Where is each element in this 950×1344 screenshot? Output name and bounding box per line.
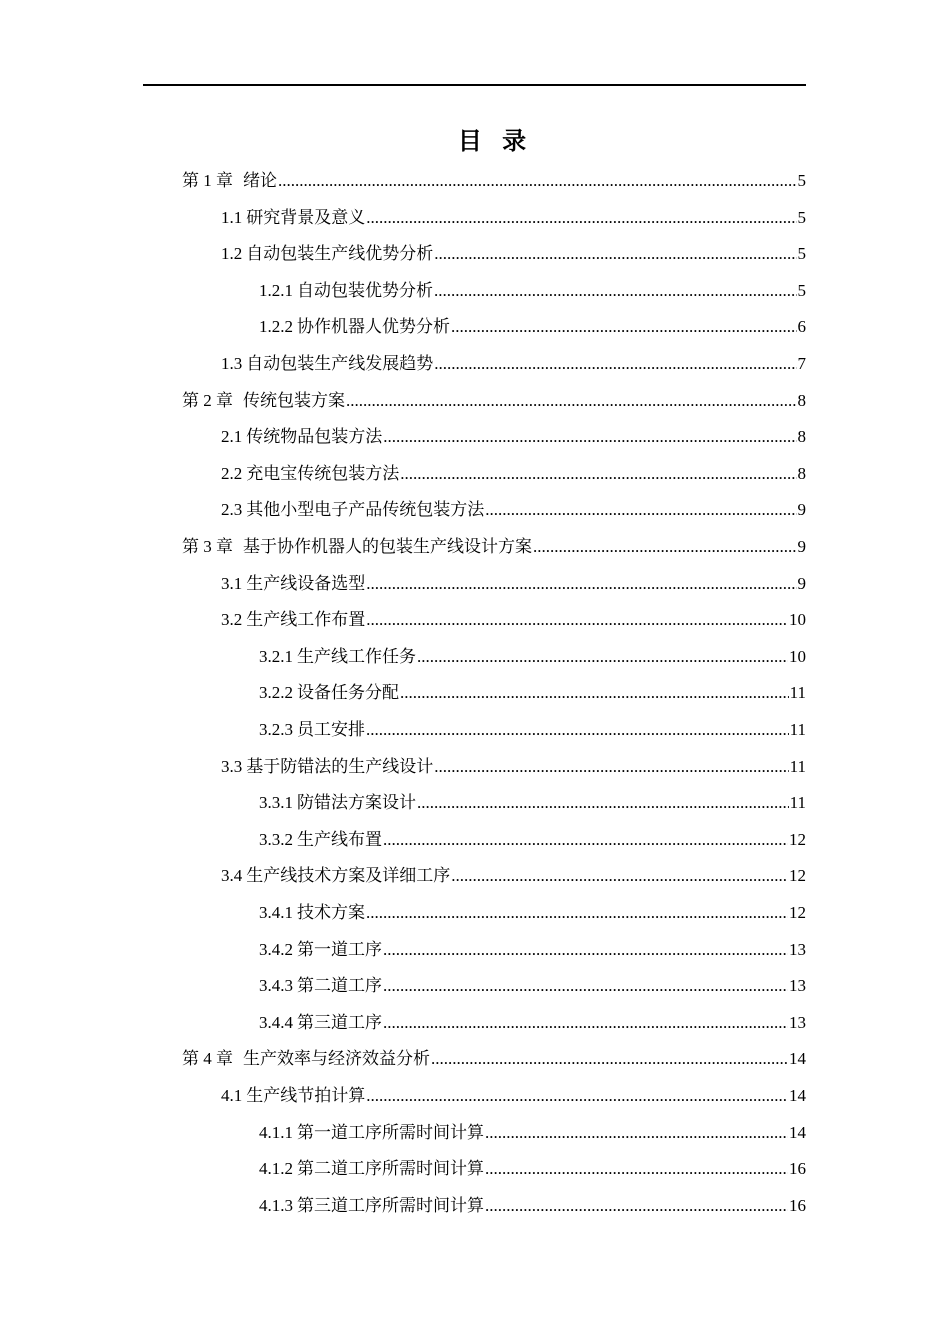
dot-leader — [417, 643, 788, 671]
dot-leader — [485, 496, 796, 524]
toc-entry-title: 研究背景及意义 — [246, 208, 366, 227]
toc-entry-page-number: 12 — [789, 830, 806, 849]
toc-entry-number: 2.1 — [221, 427, 243, 446]
toc-entry-title: 第三道工序所需时间计算 — [297, 1196, 484, 1215]
dot-leader — [366, 716, 789, 744]
toc-entry-title: 生产线工作任务 — [297, 647, 416, 666]
toc-entry-number: 3.4 — [221, 866, 243, 885]
toc-entry-page-number: 14 — [789, 1049, 806, 1068]
toc-entry-page-number: 10 — [789, 647, 806, 666]
toc-entry[interactable] — [259, 789, 806, 817]
page-title: 目 录 — [457, 127, 533, 155]
toc-entry-number: 3.3.1 — [259, 793, 293, 812]
toc-entry[interactable] — [259, 716, 806, 744]
toc-entry-number: 1.2 — [221, 244, 243, 263]
toc-entry-title: 绪论 — [243, 171, 277, 190]
toc-entry[interactable] — [221, 240, 806, 268]
toc-entry-number: 3.3 — [221, 757, 243, 776]
toc-entry-number: 1.2.2 — [259, 317, 293, 336]
toc-entry-title: 充电宝传统包装方法 — [246, 464, 400, 483]
toc-entry[interactable] — [221, 753, 806, 781]
toc-entry-title: 生产线工作布置 — [246, 610, 366, 629]
toc-entry[interactable] — [259, 1119, 806, 1147]
dot-leader — [451, 862, 788, 890]
toc-entry-page-number: 12 — [789, 903, 806, 922]
toc-entry-title: 技术方案 — [297, 903, 365, 922]
toc-entry[interactable] — [221, 862, 806, 890]
dot-leader — [400, 679, 789, 707]
dot-leader — [400, 460, 796, 488]
dot-leader — [383, 423, 796, 451]
toc-entry-number: 1.2.1 — [259, 281, 293, 300]
toc-entry-number: 3.3.2 — [259, 830, 293, 849]
toc-entry[interactable] — [259, 1009, 806, 1037]
toc-entry[interactable] — [182, 533, 806, 561]
toc-entry-page-number: 12 — [789, 866, 806, 885]
toc-entry-title: 第二道工序所需时间计算 — [297, 1159, 484, 1178]
dot-leader — [434, 240, 796, 268]
toc-entry-number: 3.2.1 — [259, 647, 293, 666]
toc-entry-number: 3.2.3 — [259, 720, 293, 739]
toc-entry-number: 4.1.2 — [259, 1159, 293, 1178]
header-rule — [143, 84, 806, 86]
dot-leader — [485, 1192, 788, 1220]
toc-entry-number: 第 1 章 — [182, 171, 233, 190]
dot-leader — [366, 606, 788, 634]
toc-entry-title: 基于防错法的生产线设计 — [246, 757, 434, 776]
toc-entry[interactable] — [182, 167, 806, 195]
dot-leader — [417, 789, 789, 817]
toc-entry[interactable] — [259, 313, 806, 341]
toc-entry-number: 1.1 — [221, 208, 243, 227]
toc-entry-page-number: 5 — [797, 244, 806, 263]
dot-leader — [485, 1119, 788, 1147]
dot-leader — [383, 972, 788, 1000]
toc-entry-title: 防错法方案设计 — [297, 793, 416, 812]
toc-entry[interactable] — [221, 496, 806, 524]
toc-entry-page-number: 9 — [797, 500, 806, 519]
toc-entry[interactable] — [259, 1192, 806, 1220]
toc-entry-page-number: 13 — [789, 976, 806, 995]
toc-entry-page-number: 8 — [797, 427, 806, 446]
toc-entry-number: 3.2.2 — [259, 683, 293, 702]
toc-entry-page-number: 11 — [789, 793, 806, 812]
toc-entry-title: 自动包装生产线发展趋势 — [246, 354, 434, 373]
toc-entry[interactable] — [221, 350, 806, 378]
toc-entry[interactable] — [259, 936, 806, 964]
toc-entry-page-number: 11 — [789, 683, 806, 702]
toc-entry-number: 3.4.3 — [259, 976, 293, 995]
toc-entry-title: 其他小型电子产品传统包装方法 — [246, 500, 485, 519]
toc-entry-title: 自动包装生产线优势分析 — [246, 244, 434, 263]
dot-leader — [366, 1082, 788, 1110]
toc-entry-page-number: 5 — [797, 171, 806, 190]
toc-entry[interactable] — [221, 423, 806, 451]
toc-entry-number: 3.4.1 — [259, 903, 293, 922]
toc-entry[interactable] — [259, 643, 806, 671]
toc-entry-number: 第 2 章 — [182, 391, 233, 410]
toc-entry-title: 员工安排 — [297, 720, 365, 739]
toc-entry-page-number: 13 — [789, 940, 806, 959]
toc-entry-title: 生产线布置 — [297, 830, 382, 849]
toc-entry-number: 1.3 — [221, 354, 243, 373]
toc-entry-title: 设备任务分配 — [297, 683, 399, 702]
toc-entry[interactable] — [221, 570, 806, 598]
toc-entry-page-number: 7 — [797, 354, 806, 373]
toc-entry-page-number: 11 — [789, 757, 806, 776]
toc-entry[interactable] — [182, 1045, 806, 1073]
toc-entry-page-number: 8 — [797, 391, 806, 410]
toc-entry-title: 第一道工序 — [297, 940, 382, 959]
toc-entry[interactable] — [182, 387, 806, 415]
toc-entry-title: 第一道工序所需时间计算 — [297, 1123, 484, 1142]
toc-entry-number: 4.1 — [221, 1086, 243, 1105]
toc-entry-title: 生产线节拍计算 — [246, 1086, 366, 1105]
toc-entry-page-number: 9 — [797, 537, 806, 556]
toc-entry-number: 4.1.1 — [259, 1123, 293, 1142]
toc-entry[interactable] — [259, 899, 806, 927]
toc-entry-number: 3.2 — [221, 610, 243, 629]
toc-entry[interactable] — [259, 826, 806, 854]
toc-entry[interactable] — [259, 972, 806, 1000]
toc-entry-number: 3.4.4 — [259, 1013, 293, 1032]
toc-entry[interactable] — [259, 1155, 806, 1183]
dot-leader — [434, 350, 796, 378]
toc-entry-title: 生产效率与经济效益分析 — [243, 1049, 430, 1068]
dot-leader — [434, 753, 788, 781]
toc-entry-number: 4.1.3 — [259, 1196, 293, 1215]
dot-leader — [431, 1045, 788, 1073]
toc-entry-title: 生产线技术方案及详细工序 — [246, 866, 451, 885]
toc-entry-number: 2.3 — [221, 500, 243, 519]
toc-entry-page-number: 13 — [789, 1013, 806, 1032]
toc-entry-page-number: 8 — [797, 464, 806, 483]
toc-entry[interactable] — [221, 204, 806, 232]
toc-entry-page-number: 14 — [789, 1086, 806, 1105]
toc-entry-title: 传统包装方案 — [243, 391, 345, 410]
dot-leader — [366, 570, 796, 598]
toc-entry-page-number: 14 — [789, 1123, 806, 1142]
dot-leader — [346, 387, 797, 415]
toc-entry-number: 第 4 章 — [182, 1049, 233, 1068]
toc-entry-page-number: 5 — [797, 208, 806, 227]
dot-leader — [383, 936, 788, 964]
toc-entry-page-number: 9 — [797, 574, 806, 593]
toc-entry[interactable] — [221, 1082, 806, 1110]
dot-leader — [485, 1155, 788, 1183]
dot-leader — [533, 533, 797, 561]
dot-leader — [278, 167, 797, 195]
toc-entry-number: 2.2 — [221, 464, 243, 483]
toc-entry-number: 3.4.2 — [259, 940, 293, 959]
dot-leader — [434, 277, 797, 305]
dot-leader — [383, 826, 788, 854]
toc-entry-page-number: 5 — [797, 281, 806, 300]
toc-entry-number: 3.1 — [221, 574, 243, 593]
toc-entry-page-number: 10 — [789, 610, 806, 629]
toc-entry-number: 第 3 章 — [182, 537, 233, 556]
toc-entry-title: 协作机器人优势分析 — [297, 317, 450, 336]
dot-leader — [366, 204, 796, 232]
toc-entry-title: 第二道工序 — [297, 976, 382, 995]
dot-leader — [383, 1009, 788, 1037]
toc-entry-title: 传统物品包装方法 — [246, 427, 383, 446]
toc-entry-title: 生产线设备选型 — [246, 574, 366, 593]
toc-entry-page-number: 6 — [797, 317, 806, 336]
toc-entry[interactable] — [221, 460, 806, 488]
dot-leader — [451, 313, 797, 341]
toc-entry-title: 基于协作机器人的包装生产线设计方案 — [243, 537, 532, 556]
toc-entry[interactable] — [259, 277, 806, 305]
dot-leader — [366, 899, 788, 927]
toc-entry-title: 第三道工序 — [297, 1013, 382, 1032]
toc-entry-title: 自动包装优势分析 — [297, 281, 433, 300]
toc-entry[interactable] — [221, 606, 806, 634]
toc-entry-page-number: 11 — [789, 720, 806, 739]
toc-entry[interactable] — [259, 679, 806, 707]
toc-entry-page-number: 16 — [789, 1196, 806, 1215]
toc-entry-page-number: 16 — [789, 1159, 806, 1178]
